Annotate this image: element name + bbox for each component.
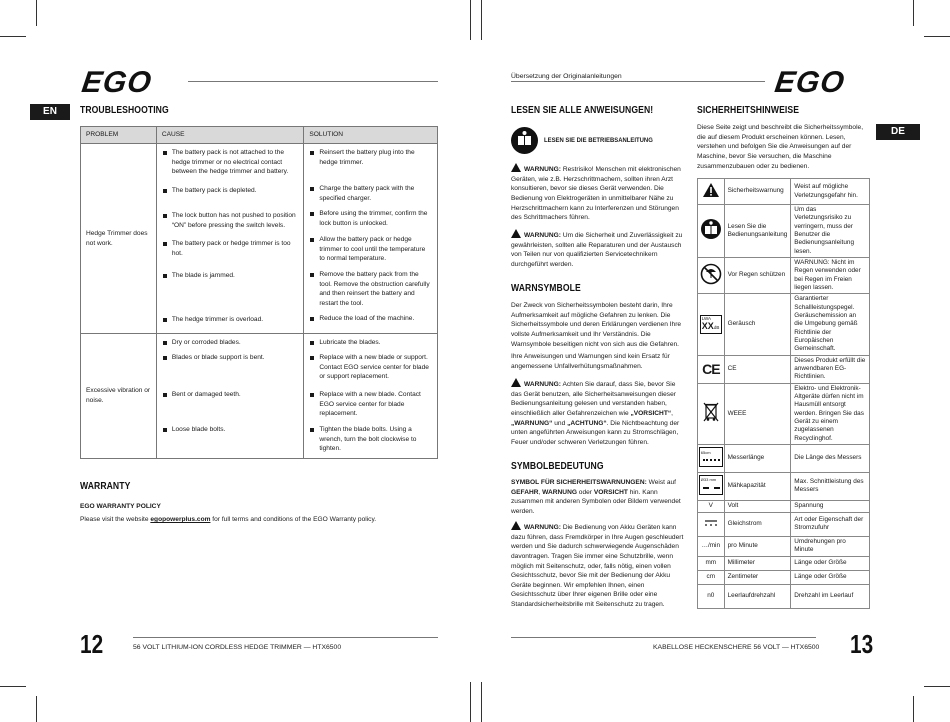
warranty-title: WARRANTY [80, 480, 131, 492]
symbol-name: Millimeter [724, 556, 791, 570]
crop-mark [0, 686, 26, 687]
symbol-description: Länge oder Größe [791, 570, 870, 584]
warning-triangle-icon [511, 378, 521, 387]
warning-text: Achten Sie darauf, dass Sie, bevor Sie das Gerät benutzen, alle Sicherheitsanweisungen dieser Bedienungsanleitung gelesen und verstanden haben, einschließlich aller Gefahrenzeichen wie [511, 381, 676, 417]
symbol-label: SYMBOL FÜR SICHERHEITSWARNUNGEN: [511, 479, 647, 486]
solution-item: Replace with a new blade. Contact EGO service center for blade replacement. [309, 390, 432, 425]
table-row [698, 500, 870, 512]
solution-item: Remove the battery pack from the tool. Remove the obstruction carefully and then reinsert the battery and restart the tool. [309, 270, 432, 314]
symbol-description: Die Länge des Messers [791, 444, 870, 472]
cause-item: The battery pack is depleted. [162, 186, 299, 211]
ego-logo: EGO [772, 66, 848, 99]
noise-unit: dB [713, 324, 720, 330]
table-header-row [81, 127, 438, 144]
symbol-description: Garantierter Schallleistungspegel. Geräuschemission an die Umgebung gemäß Richtlinie der Europäischen Gemeinschaft. [791, 294, 870, 355]
warning-triangle-icon [511, 521, 521, 530]
cutting-capacity-value: Ø33 mm [700, 476, 717, 482]
page-number: 13 [850, 629, 874, 659]
symbol-description: Umdrehungen pro Minute [791, 536, 870, 556]
warning-triangle-icon [511, 163, 521, 172]
symbol-keyword: GEFAHR [511, 488, 539, 496]
symbol-name: Gleichstrom [724, 512, 791, 536]
symbol-description: Dieses Produkt erfüllt die anwendbaren EG-Richtlinien. [791, 355, 870, 383]
warranty-link[interactable]: egopowerplus.com [150, 516, 211, 523]
warning-keyword: „VORSICHT“ [630, 409, 672, 417]
millimeter-symbol: mm [698, 556, 725, 570]
warning-repairs [511, 229, 687, 270]
symbol-name: Messerlänge [724, 444, 791, 472]
crop-mark [481, 0, 482, 40]
weee-bin-icon [698, 383, 725, 444]
page-number: 12 [80, 629, 104, 659]
table-row [698, 584, 870, 608]
footer-rule [133, 637, 438, 638]
symbol-name: Lesen Sie die Bedienungsanleitung [724, 205, 791, 258]
header-problem: PROBLEM [81, 127, 157, 144]
warranty-text-post: for full terms and conditions of the EGO Warranty policy. [210, 516, 377, 523]
symbol-keyword: VORSICHT [593, 488, 628, 496]
warning-text: , [671, 409, 673, 417]
symbol-description: Spannung [791, 500, 870, 512]
language-tab-en: EN [30, 104, 70, 120]
solution-item: Replace with a new blade or support. Contact EGO service center for blade or support replacement. [309, 353, 432, 390]
table-row [698, 205, 870, 258]
warning-text: Die Bedienung von Akku Geräten kann dazu führen, dass Fremdkörper in Ihre Augen geschleudert werden und Sie dadurch schwerwiegende Augenschäden davontragen. Tragen Sie immer eine Schutzbrille, wenn möglich mit Seitenschutz, oder, falls nötig, einen vollen Gesichtsschutz, bevor Sie mit der Bedienung der Akku Geräte beginnen. Wir empfehlen Ihnen, einen Gesichtsschutz über Ihrer eigenen Brille oder eine Standardsicherheitsbrille mit Seitenschutz zu tragen. [511, 524, 684, 608]
cause-item: The lock button has not pushed to position “ON” before pressing the switch levels. [162, 211, 299, 239]
warranty-text-pre: Please visit the website [80, 516, 151, 523]
crop-mark [36, 0, 37, 26]
warning-text: Um die Sicherheit und Zuverlässigkeit zu gewährleisten, sollten alle Reparaturen und der Austausch von Teilen nur von qualifizierten Servicetechnikern durchgeführt werden. [511, 232, 683, 268]
safety-alert-icon [698, 179, 725, 205]
problem-cell: Excessive vibration or noise. [81, 334, 157, 459]
symbol-safety-warning-text [511, 478, 687, 517]
crop-mark [913, 0, 914, 26]
warning-read-instructions [511, 378, 687, 447]
warning-keyword: „WARNUNG“ [511, 419, 553, 427]
read-manual-icon [698, 205, 725, 258]
header-rule [511, 81, 765, 82]
warning-keyword: „ACHTUNG“ [567, 419, 607, 427]
solution-item: Reinsert the battery plug into the hedge trimmer. [309, 148, 432, 184]
cause-cell [156, 334, 304, 459]
crop-mark [0, 36, 26, 37]
warnsymbole-title: WARNSYMBOLE [511, 282, 581, 294]
noise-lwa-label: LWA [701, 316, 712, 322]
warning-label: WARNUNG: [524, 166, 561, 173]
language-tab-de: DE [876, 124, 920, 140]
troubleshooting-title: TROUBLESHOOTING [80, 104, 169, 116]
table-row [698, 179, 870, 205]
table-row [81, 334, 438, 459]
direct-current-icon [698, 512, 725, 536]
symbol-keyword: WARNUNG [542, 488, 577, 496]
warning-label: WARNUNG: [524, 381, 561, 388]
warning-triangle-icon [511, 229, 521, 238]
translation-note: Übersetzung der Originalanleitungen [511, 73, 622, 80]
cause-item: Bent or damaged teeth. [162, 390, 299, 425]
troubleshooting-table [80, 126, 438, 459]
sicherheitshinweise-intro: Diese Seite zeigt und beschreibt die Sicherheitssymbole, die auf diesem Produkt erscheinen können. Lesen, verstehen und befolgen Sie die Anweisungen auf der Maschine, bevor Sie versuchen, die Maschine zusammenzubauen oder zu bedienen. [697, 124, 864, 170]
symbol-text: hin. Kann zusammen mit anderen Symbolen oder Bildern verwendet werden. [511, 488, 681, 515]
header-rule [188, 81, 438, 82]
warning-label: WARNUNG: [524, 524, 561, 531]
symbol-name: Mähkapazität [724, 472, 791, 500]
symbol-name: CE [724, 355, 791, 383]
symbol-name: Volt [724, 500, 791, 512]
crop-mark [470, 682, 471, 722]
cause-item: The hedge trimmer is overload. [162, 315, 299, 325]
warning-label: WARNUNG: [524, 232, 561, 239]
solution-item: Lubricate the blades. [309, 338, 432, 353]
warranty-policy-heading: EGO WARRANTY POLICY [80, 503, 161, 510]
volt-symbol: V [698, 500, 725, 512]
header-solution: SOLUTION [304, 127, 438, 144]
noise-level-icon [698, 294, 725, 355]
symbol-description: WARNUNG: Nicht im Regen verwenden oder bei Regen im Freien liegen lassen. [791, 257, 870, 293]
noise-level-badge [700, 315, 722, 334]
symbol-text: oder [576, 488, 594, 496]
cutting-capacity-icon [698, 472, 725, 500]
read-manual-label: LESEN SIE DIE BETRIEBSANLEITUNG [544, 137, 653, 144]
crop-mark [913, 696, 914, 722]
footer-text: KABELLOSE HECKENSCHERE 56 VOLT — HTX6500 [653, 644, 820, 651]
table-row [698, 355, 870, 383]
solution-item: Charge the battery pack with the specified charger. [309, 184, 432, 209]
solution-item: Reduce the load of the machine. [309, 314, 432, 324]
warranty-text [80, 515, 376, 525]
warning-pacemaker [511, 163, 687, 223]
symbol-name: Leerlaufdrehzahl [724, 584, 791, 608]
cause-item: Dry or corroded blades. [162, 338, 299, 353]
ce-icon: CE [698, 355, 725, 383]
warning-text: und [552, 419, 568, 427]
cutting-capacity-box [699, 475, 723, 495]
ego-logo: EGO [79, 66, 155, 99]
crop-mark [924, 686, 950, 687]
cause-item: Blades or blade support is bent. [162, 353, 299, 390]
symbol-name: Sicherheitswarnung [724, 179, 791, 205]
symbol-name: WEEE [724, 383, 791, 444]
solution-cell [304, 144, 438, 334]
per-minute-symbol: …/min [698, 536, 725, 556]
warning-eye-protection [511, 521, 687, 610]
cause-item: The battery pack is not attached to the hedge trimmer or no electrical contact between the hedge trimmer and battery. [162, 148, 299, 186]
table-row [698, 472, 870, 500]
footer-rule [511, 637, 816, 638]
crop-mark [36, 696, 37, 722]
footer-text: 56 VOLT LITHIUM-ION CORDLESS HEDGE TRIMMER — HTX6500 [133, 644, 342, 651]
header-cause: CAUSE [156, 127, 304, 144]
table-row [698, 444, 870, 472]
cause-item: The battery pack or hedge trimmer is too hot. [162, 239, 299, 271]
table-row [81, 144, 438, 334]
warnsymbole-paragraph: Ihre Anweisungen und Warnungen sind kein Ersatz für angemessene Unfallverhütungsmaßnahmen. [511, 353, 670, 370]
solution-item: Before using the trimmer, confirm the lock button is unlocked. [309, 209, 432, 235]
sicherheitshinweise-title: SICHERHEITSHINWEISE [697, 104, 800, 116]
read-manual-icon [511, 127, 538, 154]
symbol-description: Elektro- und Elektronik-Altgeräte dürfen nicht im Hausmüll entsorgt werden. Bringen Sie das Gerät zu einem zugelassenen Recyclinghof. [791, 383, 870, 444]
table-row [698, 383, 870, 444]
symbolbedeutung-title: SYMBOLBEDEUTUNG [511, 460, 604, 472]
symbol-description: Drehzahl im Leerlauf [791, 584, 870, 608]
crop-mark [470, 0, 471, 40]
cause-item: The blade is jammed. [162, 271, 299, 315]
no-load-speed-symbol: n0 [698, 584, 725, 608]
warning-text: . Die Nichtbeachtung der unten angeführten Anweisungen kann zu Stromschlägen, Feuer und/oder schweren Verletzungen führen. [511, 419, 680, 446]
blade-length-value: 65cm [700, 449, 711, 455]
cause-item: Loose blade bolts. [162, 425, 299, 435]
table-row [698, 536, 870, 556]
symbol-text: Weist auf [646, 479, 676, 486]
blade-length-box [699, 447, 723, 467]
teeth-shape [703, 487, 720, 489]
crop-mark [924, 36, 950, 37]
table-row [698, 556, 870, 570]
symbol-description: Weist auf mögliche Verletzungsgefahr hin. [791, 179, 870, 205]
solution-item: Tighten the blade bolts. Using a wrench, turn the bolt clockwise to tighten. [309, 425, 432, 454]
problem-cell: Hedge Trimmer does not work. [81, 144, 157, 334]
warning-text: Restrisiko! Menschen mit elektronischen Geräten, wie z.B. Herzschrittmachern, sollten ihren Arzt konsultieren, bevor sie dieses Gerät verwenden. Die Bedienung von Elektrogeräten in unmittelbarer Nähe zu Herzschrittmachern kann zu Interferenzen und Störungen des Schrittmachers führen. [511, 166, 681, 222]
blade-shape [703, 459, 720, 461]
warnsymbole-paragraph: Der Zweck von Sicherheitssymbolen besteht darin, Ihre Aufmerksamkeit auf mögliche Gefahren zu lenken. Die Sicherheitssymbole und deren Erklärungen verdienen Ihre vollste Aufmerksamkeit und Ihr Verständnis. Die Warnsymbole beseitigen nicht von sich aus die Gefahren. [511, 302, 682, 348]
crop-mark [481, 682, 482, 722]
symbol-description: Länge oder Größe [791, 556, 870, 570]
table-row [698, 512, 870, 536]
blade-length-icon [698, 444, 725, 472]
solution-item: Allow the battery pack or hedge trimmer to cool until the temperature to normal temperature. [309, 235, 432, 270]
symbol-name: Zentimeter [724, 570, 791, 584]
symbol-name: pro Minute [724, 536, 791, 556]
symbol-description: Um das Verletzungsrisiko zu verringern, muss der Benutzer die Bedienungsanleitung lesen. [791, 205, 870, 258]
read-all-instructions-title: LESEN SIE ALLE ANWEISUNGEN! [511, 104, 654, 116]
no-rain-icon [698, 257, 725, 293]
solution-cell [304, 334, 438, 459]
table-row [698, 257, 870, 293]
noise-value: XX [701, 320, 714, 331]
table-row [698, 294, 870, 355]
centimeter-symbol: cm [698, 570, 725, 584]
symbol-name: Geräusch [724, 294, 791, 355]
symbol-description: Art oder Eigenschaft der Stromzufuhr [791, 512, 870, 536]
symbol-description: Max. Schnittleistung des Messers [791, 472, 870, 500]
symbol-text: , [538, 488, 543, 496]
symbol-name: Vor Regen schützen [724, 257, 791, 293]
table-row [698, 570, 870, 584]
cause-cell [156, 144, 304, 334]
symbol-table [697, 178, 870, 609]
